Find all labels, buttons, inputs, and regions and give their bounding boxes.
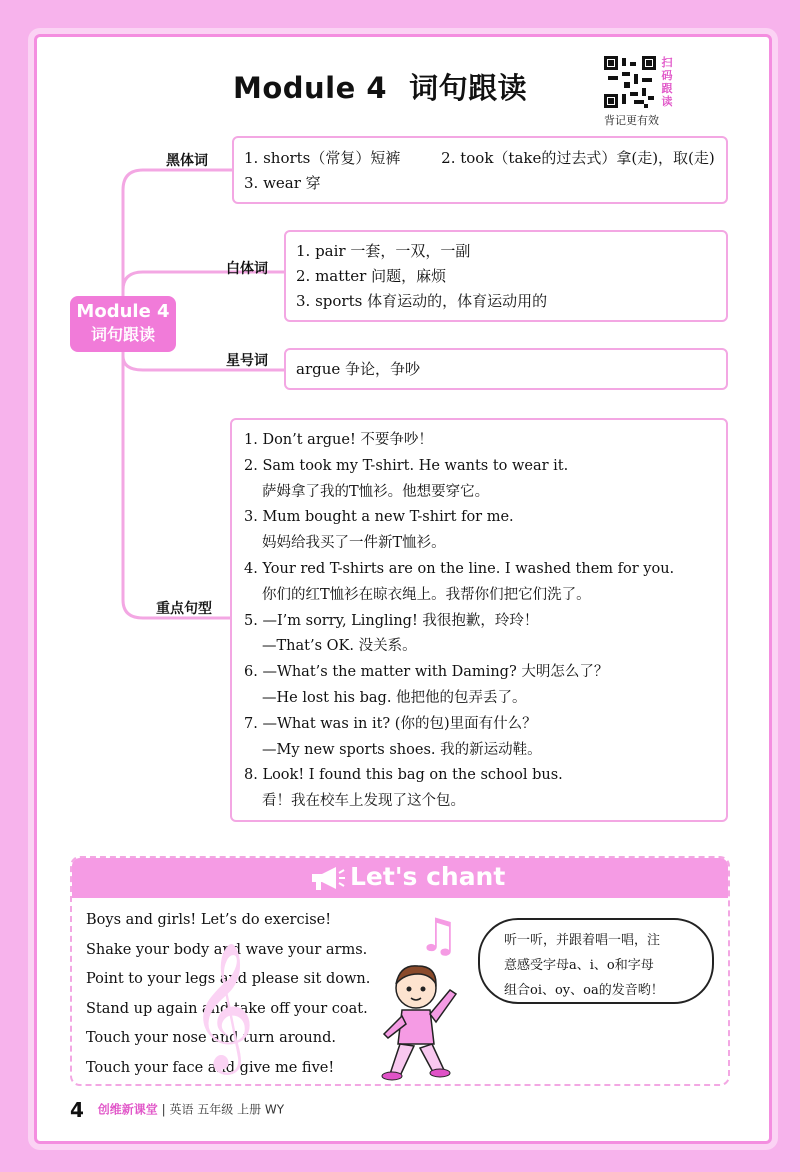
bold-word-item: 2. took（take的过去式）拿(走)，取(走) <box>441 149 715 167</box>
badge-line1: Module 4 <box>76 301 170 322</box>
sentence-en: 5. —I’m sorry, Lingling! 我很抱歉，玲玲！ <box>244 612 539 629</box>
sentence-en: 2. Sam took my T-shirt. He wants to wear it. <box>244 457 569 474</box>
bold-words-box <box>232 136 728 204</box>
chant-line: Boys and girls! Let’s do exercise! <box>86 912 332 928</box>
chant-line: Shake your body and wave your arms. <box>86 941 368 958</box>
music-note-icon: ♫ <box>418 908 460 962</box>
sentence-cn: 你们的红T恤衫在晾衣绳上。我帮你们把它们洗了。 <box>262 586 591 603</box>
sentence-en: 3. Mum bought a new T-shirt for me. <box>244 509 514 526</box>
megaphone-icon <box>308 864 346 892</box>
chant-header <box>72 858 728 898</box>
module-badge <box>70 296 176 352</box>
sentence-cn: 妈妈给我买了一件新T恤衫。 <box>262 535 446 552</box>
key-sentences-box <box>230 418 728 822</box>
footer-brand: 创维新课堂 <box>97 1102 158 1117</box>
star-words-label: 星号词 <box>226 353 268 369</box>
bubble-line: 意感受字母a、i、o和字母 <box>504 958 654 973</box>
star-words-box <box>284 348 728 390</box>
bubble-line: 组合oi、oy、oa的发音哟！ <box>504 983 664 998</box>
sentence-cn: —That’s OK. 没关系。 <box>262 638 417 655</box>
sentence-en: 4. Your red T-shirts are on the line. I washed them for you. <box>244 560 675 577</box>
chant-line: Point to your legs and please sit down. <box>86 971 371 987</box>
sentence-en: 1. Don’t argue! 不要争吵！ <box>244 432 433 448</box>
star-word-item: argue 争论，争吵 <box>296 360 421 378</box>
qr-subtitle: 背记更有效 <box>604 114 659 127</box>
sentence-en: 8. Look! I found this bag on the school bus. <box>244 767 563 784</box>
sentence-en: 7. —What was in it? (你的包)里面有什么？ <box>244 715 537 732</box>
bold-words-label: 黑体词 <box>166 153 208 169</box>
bold-word-item: 3. wear 穿 <box>244 174 321 192</box>
chant-title: Let's chant <box>350 862 506 891</box>
white-words-label: 白体词 <box>226 261 268 277</box>
title-cn: 词句跟读 <box>409 71 528 105</box>
treble-clef-icon: 𝄞 <box>190 941 256 1069</box>
white-word-item: 2. matter 问题，麻烦 <box>296 267 447 285</box>
sentence-cn: 萨姆拿了我的T恤衫。他想要穿它。 <box>262 483 490 500</box>
white-word-item: 1. pair 一套，一双，一副 <box>296 242 471 260</box>
footer-info: 英语 五年级 上册 WY <box>169 1102 285 1117</box>
sentence-cn: —He lost his bag. 他把他的包弄丢了。 <box>262 689 527 706</box>
sentence-cn: —My new sports shoes. 我的新运动鞋。 <box>262 741 542 758</box>
key-sentences-label: 重点句型 <box>156 601 212 617</box>
qr-label: 扫码跟读 <box>661 56 673 108</box>
white-word-item: 3. sports 体育运动的，体育运动用的 <box>296 292 548 310</box>
bold-word-item: 1. shorts（常复）短裤 <box>244 149 401 167</box>
chant-line: Touch your nose and turn around. <box>86 1030 336 1046</box>
title-en: Module 4 <box>233 71 388 105</box>
badge-line2: 词句跟读 <box>90 325 155 344</box>
sentence-cn: 看！我在校车上发现了这个包。 <box>262 793 465 810</box>
speech-bubble <box>478 918 714 1004</box>
footer-divider: | <box>161 1102 166 1117</box>
bubble-line: 听一听，并跟着唱一唱，注 <box>504 933 661 948</box>
footer <box>70 1098 284 1122</box>
white-words-box <box>284 230 728 322</box>
chant-line: Touch your face and give me five! <box>86 1059 335 1076</box>
dancing-boy-illustration <box>374 960 464 1084</box>
page-number: 4 <box>70 1098 84 1122</box>
chant-line: Stand up again and take off your coat. <box>86 1000 368 1017</box>
sentence-en: 6. —What’s the matter with Daming? 大明怎么了？ <box>244 664 609 681</box>
